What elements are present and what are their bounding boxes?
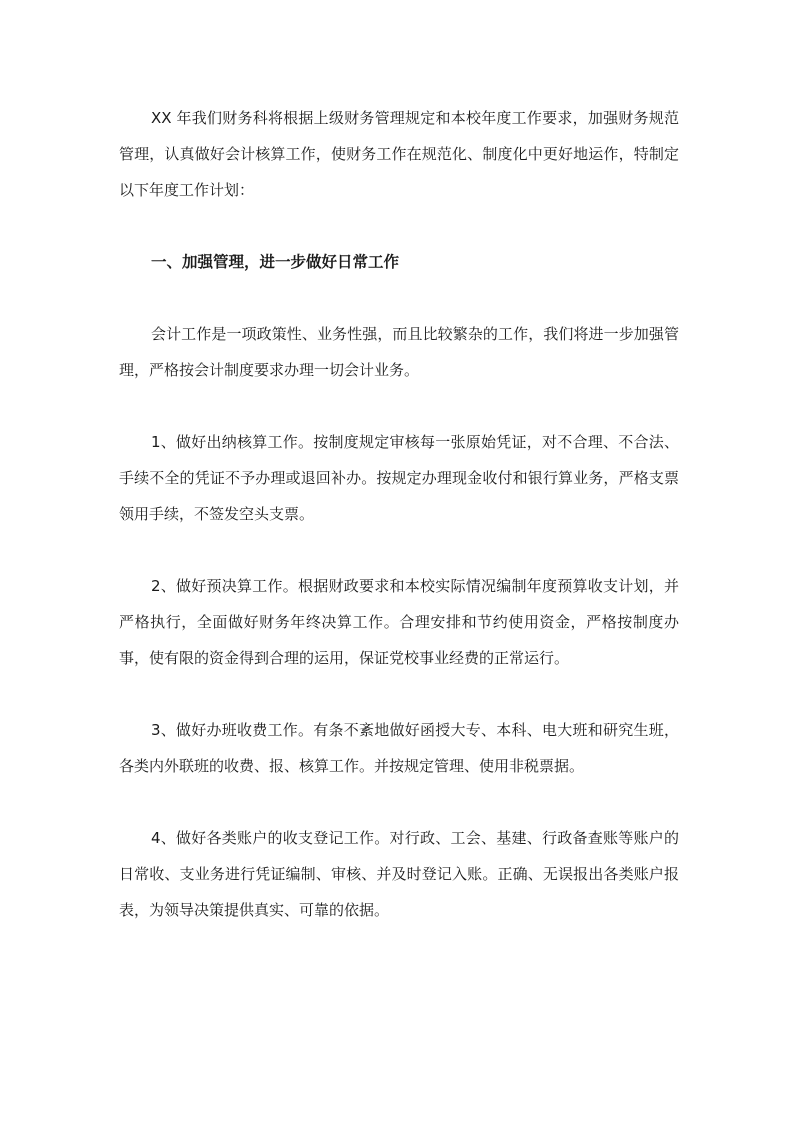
spacer xyxy=(119,208,679,244)
item-1-paragraph: 1、做好出纳核算工作。按制度规定审核每一张原始凭证，对不合理、不合法、手续不全的凭证不予办理或退回补办。按规定办理现金收付和银行算业务，严格支票领用手续，不签发空头支票。 xyxy=(119,433,679,523)
spacer xyxy=(119,784,679,820)
item-4-paragraph: 4、做好各类账户的收支登记工作。对行政、工会、基建、行政备查账等账户的日常收、支业务进行凭证编制、审核、并及时登记入账。正确、无误报出各类账户报表，为领导决策提供真实、可靠的依据。 xyxy=(119,829,679,919)
section-intro-paragraph: 会计工作是一项政策性、业务性强，而且比较繁杂的工作，我们将进一步加强管理，严格按会计制度要求办理一切会计业务。 xyxy=(119,325,679,379)
spacer xyxy=(119,280,679,316)
item-3-paragraph: 3、做好办班收费工作。有条不紊地做好函授大专、本科、电大班和研究生班，各类内外联班的收费、报、核算工作。并按规定管理、使用非税票据。 xyxy=(119,721,679,775)
intro-paragraph: XX 年我们财务科将根据上级财务管理规定和本校年度工作要求，加强财务规范管理，认真做好会计核算工作，使财务工作在规范化、制度化中更好地运作，特制定以下年度工作计划： xyxy=(119,109,679,199)
section-heading: 一、加强管理，进一步做好日常工作 xyxy=(151,253,400,271)
spacer xyxy=(119,676,679,712)
spacer xyxy=(119,532,679,568)
item-2-paragraph: 2、做好预决算工作。根据财政要求和本校实际情况编制年度预算收支计划，并严格执行，全面做好财务年终决算工作。合理安排和节约使用资金，严格按制度办事，使有限的资金得到合理的运用，保证党校事业经费的正常运行。 xyxy=(119,577,679,667)
spacer xyxy=(119,388,679,424)
document-body xyxy=(119,100,679,928)
